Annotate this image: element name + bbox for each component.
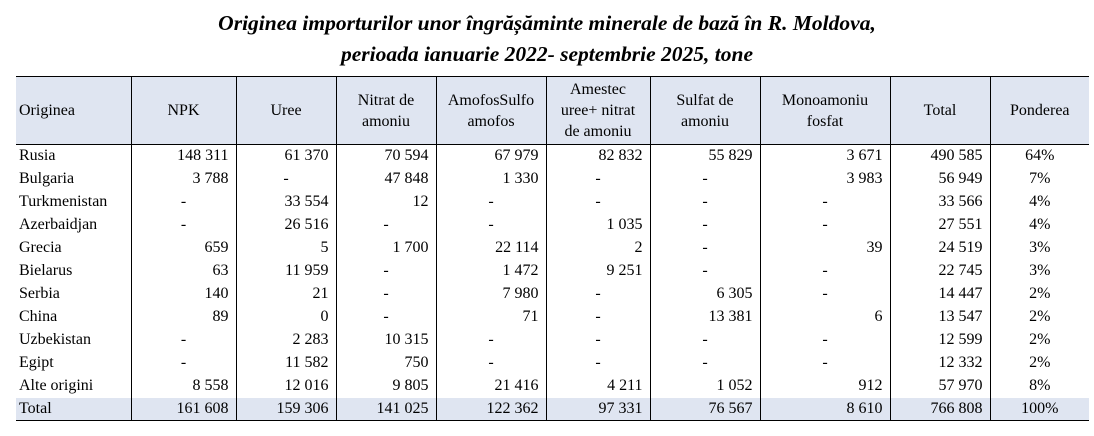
table-cell-uree: 11 582	[236, 352, 336, 375]
table-cell-nitrat-amoniu: 750	[336, 352, 436, 375]
table-cell-amofos-sulfoamofos: 1 330	[436, 168, 546, 191]
table-cell-ponderea: 4%	[990, 214, 1089, 237]
row-origin-cell: Turkmenistan	[19, 193, 108, 210]
table-cell-nitrat-amoniu: -	[336, 214, 436, 237]
column-header-line: NPK	[167, 102, 200, 119]
column-header-ponderea	[990, 77, 1089, 145]
table-cell-npk: 659	[131, 237, 236, 260]
table-cell-uree: 5	[236, 237, 336, 260]
table-cell-monoamoniu-fosfat: -	[760, 191, 890, 214]
table-cell-total: 12 332	[890, 352, 990, 375]
table-cell-uree: -	[236, 168, 336, 191]
column-header-line: Nitrat de	[357, 91, 415, 109]
column-header-origin	[16, 77, 131, 145]
table-cell-total: 33 566	[890, 191, 990, 214]
table-cell-amestec-uree-nitrat: -	[546, 329, 650, 352]
column-header-amestec-uree-nitrat	[546, 77, 650, 145]
table-cell-ponderea: 3%	[990, 237, 1089, 260]
table-cell-nitrat-amoniu: 9 805	[336, 375, 436, 398]
column-header-line: AmofosSulfo	[447, 91, 535, 109]
total-cell-nitrat-amoniu: 141 025	[336, 398, 436, 421]
row-origin-cell: Egipt	[19, 354, 54, 371]
column-header-total	[890, 77, 990, 145]
column-header-line: de amoniu	[564, 123, 632, 140]
table-cell-monoamoniu-fosfat: 3 983	[760, 168, 890, 191]
column-header-line: Uree	[270, 102, 302, 119]
column-header-line: amoniu	[362, 112, 410, 130]
table-cell-sulfat-amoniu: -	[650, 329, 760, 352]
table-cell-npk: -	[131, 329, 236, 352]
table-cell-uree: 12 016	[236, 375, 336, 398]
row-origin-cell: Serbia	[19, 285, 60, 302]
table-cell-nitrat-amoniu: 10 315	[336, 329, 436, 352]
total-cell-ponderea: 100%	[990, 398, 1089, 421]
table-cell-uree: 61 370	[236, 145, 336, 168]
table-cell-monoamoniu-fosfat: 39	[760, 237, 890, 260]
table-cell-monoamoniu-fosfat: 6	[760, 306, 890, 329]
table-cell-amofos-sulfoamofos: 21 416	[436, 375, 546, 398]
table-cell-npk: 8 558	[131, 375, 236, 398]
table-cell-total: 13 547	[890, 306, 990, 329]
table-cell-sulfat-amoniu: 55 829	[650, 145, 760, 168]
header-row	[16, 77, 1089, 145]
row-origin-cell: China	[19, 308, 58, 325]
table-cell-ponderea: 2%	[990, 352, 1089, 375]
table-cell-nitrat-amoniu: 47 848	[336, 168, 436, 191]
table-cell-sulfat-amoniu: 13 381	[650, 306, 760, 329]
title-line-2: perioada ianuarie 2022- septembrie 2025, tone	[340, 42, 754, 66]
table-row	[16, 283, 1089, 306]
row-origin-cell: Uzbekistan	[19, 331, 91, 348]
table-cell-amestec-uree-nitrat: -	[546, 283, 650, 306]
row-origin-cell: Bulgaria	[19, 170, 75, 187]
table-cell-ponderea: 7%	[990, 168, 1089, 191]
table-cell-nitrat-amoniu: 12	[336, 191, 436, 214]
table-cell-amofos-sulfoamofos: 67 979	[436, 145, 546, 168]
total-cell-npk: 161 608	[131, 398, 236, 421]
row-origin-cell: Azerbaidjan	[19, 216, 98, 233]
table-cell-npk: 89	[131, 306, 236, 329]
table-cell-amofos-sulfoamofos: -	[436, 214, 546, 237]
table-cell-monoamoniu-fosfat: 912	[760, 375, 890, 398]
column-header-monoamoniu-fosfat	[760, 77, 890, 145]
table-cell-sulfat-amoniu: -	[650, 352, 760, 375]
table-cell-sulfat-amoniu: -	[650, 168, 760, 191]
table-footer	[16, 398, 1089, 421]
table-cell-sulfat-amoniu: -	[650, 214, 760, 237]
table-cell-amestec-uree-nitrat: 2	[546, 237, 650, 260]
table-cell-npk: 63	[131, 260, 236, 283]
table-row	[16, 306, 1089, 329]
column-header-uree	[236, 77, 336, 145]
table-cell-nitrat-amoniu: 70 594	[336, 145, 436, 168]
table-cell-sulfat-amoniu: 6 305	[650, 283, 760, 306]
column-header-line: amofos	[467, 112, 515, 130]
table-cell-uree: 21	[236, 283, 336, 306]
table-cell-monoamoniu-fosfat: -	[760, 329, 890, 352]
row-origin-cell: Bielarus	[19, 262, 73, 279]
table-cell-amestec-uree-nitrat: -	[546, 168, 650, 191]
table-cell-amestec-uree-nitrat: 4 211	[546, 375, 650, 398]
table-cell-sulfat-amoniu: 1 052	[650, 375, 760, 398]
table-row	[16, 352, 1089, 375]
table-cell-amestec-uree-nitrat: -	[546, 352, 650, 375]
table-cell-npk: 140	[131, 283, 236, 306]
table-cell-monoamoniu-fosfat: -	[760, 352, 890, 375]
table-cell-amestec-uree-nitrat: -	[546, 191, 650, 214]
table-cell-total: 490 585	[890, 145, 990, 168]
column-header-npk	[131, 77, 236, 145]
imports-table	[16, 76, 1089, 421]
table-row	[16, 191, 1089, 214]
column-header-line: Sulfat de	[676, 91, 734, 109]
column-header-line: Monoamoniu	[781, 91, 869, 109]
total-cell-uree: 159 306	[236, 398, 336, 421]
table-cell-uree: 26 516	[236, 214, 336, 237]
row-origin-cell: Rusia	[19, 147, 56, 165]
total-row	[16, 398, 1089, 421]
table-cell-amestec-uree-nitrat: -	[546, 306, 650, 329]
table-cell-ponderea: 2%	[990, 283, 1089, 306]
column-header-nitrat-amoniu	[336, 77, 436, 145]
table-cell-nitrat-amoniu: -	[336, 283, 436, 306]
table-row	[16, 214, 1089, 237]
table-cell-ponderea: 2%	[990, 329, 1089, 352]
column-header-line: Ponderea	[1009, 102, 1070, 119]
table-cell-total: 14 447	[890, 283, 990, 306]
table-cell-monoamoniu-fosfat: -	[760, 283, 890, 306]
table-row	[16, 375, 1089, 398]
column-header-line: Total	[923, 102, 957, 119]
table-cell-sulfat-amoniu: -	[650, 191, 760, 214]
table-cell-total: 24 519	[890, 237, 990, 260]
table-cell-npk: -	[131, 214, 236, 237]
column-header-amofos-sulfoamofos	[436, 77, 546, 145]
table-cell-total: 12 599	[890, 329, 990, 352]
table-cell-monoamoniu-fosfat: -	[760, 214, 890, 237]
table-cell-total: 56 949	[890, 168, 990, 191]
table-row	[16, 237, 1089, 260]
table-cell-uree: 0	[236, 306, 336, 329]
table-row	[16, 145, 1089, 168]
column-header-line: uree+ nitrat	[560, 102, 636, 119]
column-header-line: fosfat	[806, 112, 844, 130]
table-cell-amofos-sulfoamofos: -	[436, 329, 546, 352]
table-cell-uree: 2 283	[236, 329, 336, 352]
table-cell-nitrat-amoniu: 1 700	[336, 237, 436, 260]
total-cell-sulfat-amoniu: 76 567	[650, 398, 760, 421]
total-cell-total: 766 808	[890, 398, 990, 421]
table-cell-amofos-sulfoamofos: 7 980	[436, 283, 546, 306]
table-cell-amofos-sulfoamofos: 1 472	[436, 260, 546, 283]
column-header-line: amoniu	[681, 112, 729, 130]
table-cell-npk: 3 788	[131, 168, 236, 191]
table-cell-amestec-uree-nitrat: 1 035	[546, 214, 650, 237]
table-cell-sulfat-amoniu: -	[650, 237, 760, 260]
table-cell-uree: 33 554	[236, 191, 336, 214]
table-cell-total: 22 745	[890, 260, 990, 283]
table-cell-ponderea: 2%	[990, 306, 1089, 329]
table-row	[16, 168, 1089, 191]
table-cell-amestec-uree-nitrat: 9 251	[546, 260, 650, 283]
table-cell-amofos-sulfoamofos: -	[436, 191, 546, 214]
row-origin-cell: Grecia	[19, 239, 62, 256]
table-cell-sulfat-amoniu: -	[650, 260, 760, 283]
table-row	[16, 260, 1089, 283]
total-label: Total	[16, 398, 131, 421]
table-row	[16, 329, 1089, 352]
total-cell-amofos-sulfoamofos: 122 362	[436, 398, 546, 421]
table-cell-amofos-sulfoamofos: 22 114	[436, 237, 546, 260]
table-cell-nitrat-amoniu: -	[336, 306, 436, 329]
table-cell-npk: -	[131, 352, 236, 375]
table-cell-amofos-sulfoamofos: 71	[436, 306, 546, 329]
table-cell-ponderea: 8%	[990, 375, 1089, 398]
table-cell-uree: 11 959	[236, 260, 336, 283]
column-header-line: Amestec	[570, 81, 626, 98]
table-cell-monoamoniu-fosfat: -	[760, 260, 890, 283]
table-cell-nitrat-amoniu: -	[336, 260, 436, 283]
row-origin-cell: Alte origini	[19, 377, 94, 394]
title-line-1: Originea importurilor unor îngrășăminte minerale de bază în R. Moldova,	[218, 11, 876, 35]
table-cell-npk: -	[131, 191, 236, 214]
total-cell-monoamoniu-fosfat: 8 610	[760, 398, 890, 421]
table-cell-ponderea: 4%	[990, 191, 1089, 214]
table-cell-ponderea: 3%	[990, 260, 1089, 283]
table-cell-amestec-uree-nitrat: 82 832	[546, 145, 650, 168]
table-cell-ponderea: 64%	[990, 145, 1089, 168]
table-cell-total: 57 970	[890, 375, 990, 398]
table-cell-monoamoniu-fosfat: 3 671	[760, 145, 890, 168]
table-cell-total: 27 551	[890, 214, 990, 237]
table-title	[0, 8, 1094, 70]
column-header-sulfat-amoniu	[650, 77, 760, 145]
column-header-line: Originea	[19, 102, 75, 119]
table-cell-amofos-sulfoamofos: -	[436, 352, 546, 375]
table-body	[16, 145, 1089, 398]
total-cell-amestec-uree-nitrat: 97 331	[546, 398, 650, 421]
table-header	[16, 77, 1089, 145]
table-cell-npk: 148 311	[131, 145, 236, 168]
